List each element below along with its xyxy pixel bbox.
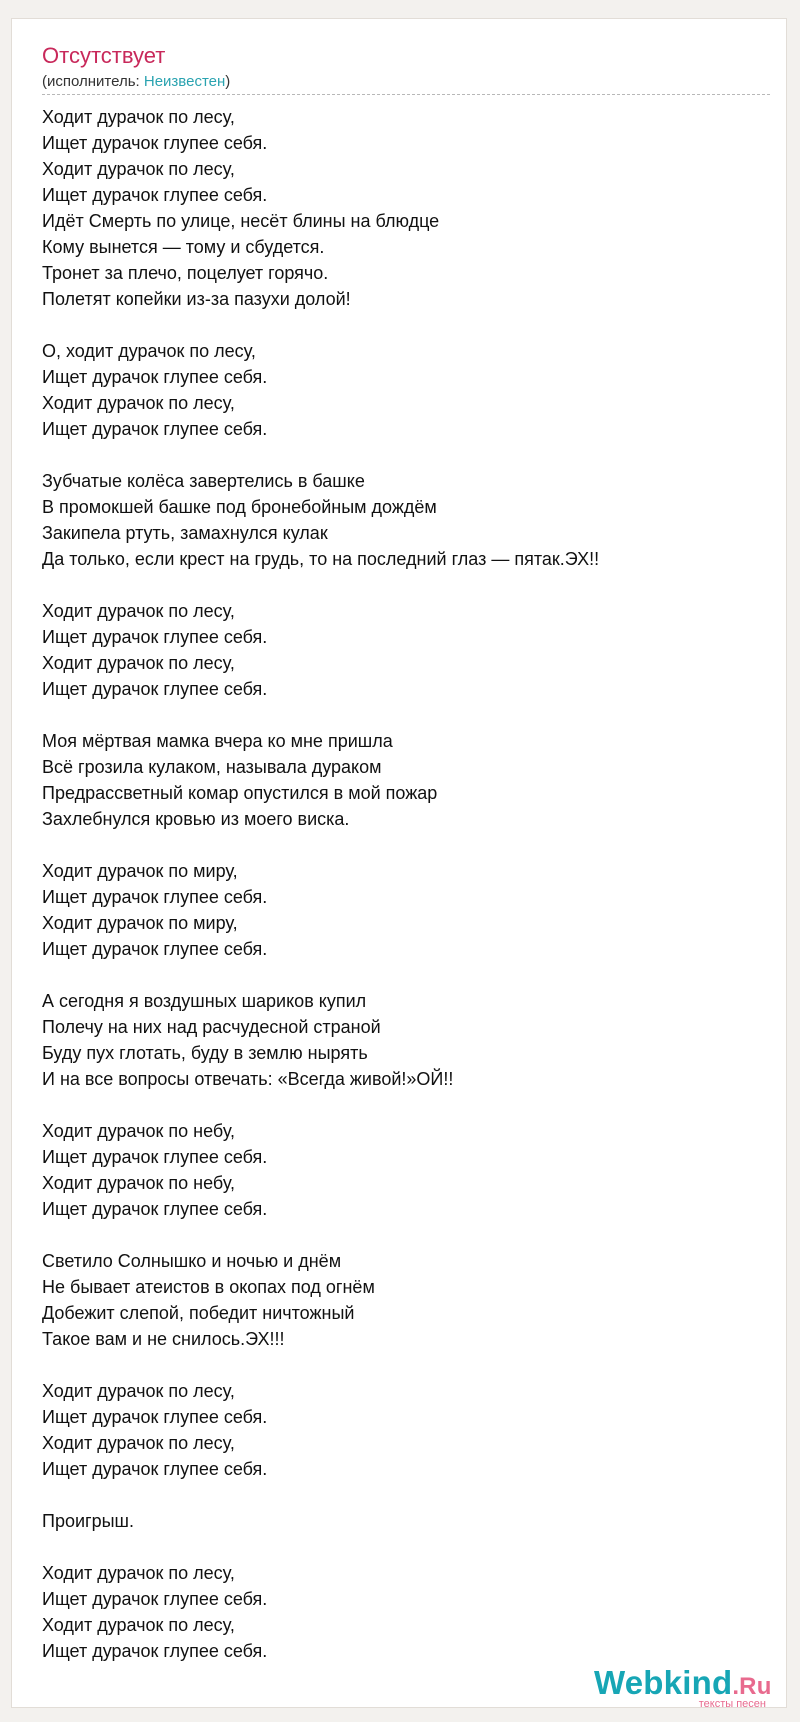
lyrics-line: Да только, если крест на грудь, то на последний глаз — пятак.ЭХ!! bbox=[42, 549, 600, 569]
lyrics-stanza bbox=[42, 1508, 772, 1534]
lyrics-line: Ищет дурачок глупее себя. bbox=[42, 185, 268, 205]
lyrics-card bbox=[11, 18, 787, 1708]
lyrics-line: Ходит дурачок по лесу, bbox=[42, 1381, 235, 1401]
lyrics-line: Ищет дурачок глупее себя. bbox=[42, 1641, 268, 1661]
webkind-logo[interactable] bbox=[594, 1666, 794, 1722]
lyrics-line: Ходит дурачок по лесу, bbox=[42, 1615, 235, 1635]
artist-suffix: ) bbox=[225, 73, 231, 90]
logo-tagline: тексты песен bbox=[698, 1698, 766, 1710]
lyrics-line: Ходит дурачок по небу, bbox=[42, 1121, 236, 1141]
lyrics-line: Ходит дурачок по миру, bbox=[42, 861, 238, 881]
lyrics-line: Ищет дурачок глупее себя. bbox=[42, 887, 268, 907]
lyrics-line: Ищет дурачок глупее себя. bbox=[42, 1407, 268, 1427]
lyrics-line: Ходит дурачок по лесу, bbox=[42, 159, 235, 179]
lyrics-line: Всё грозила кулаком, называла дураком bbox=[42, 757, 382, 777]
lyrics-line: В промокшей башке под бронебойным дождём bbox=[42, 497, 437, 517]
lyrics-stanza bbox=[42, 1560, 772, 1664]
lyrics-line: Ищет дурачок глупее себя. bbox=[42, 1147, 268, 1167]
lyrics-stanza bbox=[42, 988, 772, 1092]
lyrics-line: Ходит дурачок по лесу, bbox=[42, 1563, 235, 1583]
lyrics-line: Моя мёртвая мамка вчера ко мне пришла bbox=[42, 731, 393, 751]
lyrics-body bbox=[42, 104, 772, 1690]
lyrics-line: Буду пух глотать, буду в землю нырять bbox=[42, 1043, 368, 1063]
lyrics-stanza bbox=[42, 104, 772, 312]
lyrics-line: Ищет дурачок глупее себя. bbox=[42, 627, 268, 647]
lyrics-line: Светило Солнышко и ночью и днём bbox=[42, 1251, 342, 1271]
lyrics-stanza bbox=[42, 1378, 772, 1482]
lyrics-line: Такое вам и не снилось.ЭХ!!! bbox=[42, 1329, 285, 1349]
lyrics-line: Кому вынется — тому и сбудется. bbox=[42, 237, 325, 257]
lyrics-stanza bbox=[42, 338, 772, 442]
lyrics-line: Ходит дурачок по небу, bbox=[42, 1173, 236, 1193]
lyrics-line: Предрассветный комар опустился в мой пожар bbox=[42, 783, 438, 803]
lyrics-line: Ищет дурачок глупее себя. bbox=[42, 939, 268, 959]
logo-name: Webkind bbox=[594, 1664, 733, 1701]
lyrics-line: Не бывает атеистов в окопах под огнём bbox=[42, 1277, 375, 1297]
lyrics-line: Проигрыш. bbox=[42, 1511, 134, 1531]
lyrics-line: Ходит дурачок по лесу, bbox=[42, 653, 235, 673]
title-divider bbox=[42, 94, 770, 95]
lyrics-line: Добежит слепой, победит ничтожный bbox=[42, 1303, 355, 1323]
lyrics-stanza bbox=[42, 1118, 772, 1222]
artist-line bbox=[42, 73, 230, 91]
lyrics-line: Захлебнулся кровью из моего виска. bbox=[42, 809, 350, 829]
lyrics-stanza bbox=[42, 728, 772, 832]
lyrics-line: Ищет дурачок глупее себя. bbox=[42, 419, 268, 439]
lyrics-line: И на все вопросы отвечать: «Всегда живой!»ОЙ!! bbox=[42, 1069, 454, 1089]
lyrics-line: Ищет дурачок глупее себя. bbox=[42, 1199, 268, 1219]
lyrics-line: Закипела ртуть, замахнулся кулак bbox=[42, 523, 328, 543]
lyrics-line: Полечу на них над расчудесной страной bbox=[42, 1017, 381, 1037]
lyrics-stanza bbox=[42, 468, 772, 572]
lyrics-line: Идёт Смерть по улице, несёт блины на блюдце bbox=[42, 211, 440, 231]
artist-prefix: (исполнитель: bbox=[42, 73, 144, 90]
lyrics-line: О, ходит дурачок по лесу, bbox=[42, 341, 256, 361]
lyrics-line: Тронет за плечо, поцелует горячо. bbox=[42, 263, 329, 283]
lyrics-line: Ищет дурачок глупее себя. bbox=[42, 679, 268, 699]
lyrics-line: Ищет дурачок глупее себя. bbox=[42, 133, 268, 153]
lyrics-line: Ходит дурачок по лесу, bbox=[42, 393, 235, 413]
lyrics-line: Ходит дурачок по лесу, bbox=[42, 1433, 235, 1453]
logo-wordmark bbox=[594, 1666, 772, 1699]
lyrics-line: Ищет дурачок глупее себя. bbox=[42, 1459, 268, 1479]
lyrics-line: Полетят копейки из-за пазухи долой! bbox=[42, 289, 351, 309]
lyrics-stanza bbox=[42, 598, 772, 702]
lyrics-stanza bbox=[42, 858, 772, 962]
lyrics-line: А сегодня я воздушных шариков купил bbox=[42, 991, 367, 1011]
lyrics-stanza bbox=[42, 1248, 772, 1352]
lyrics-line: Ходит дурачок по лесу, bbox=[42, 601, 235, 621]
lyrics-line: Ищет дурачок глупее себя. bbox=[42, 367, 268, 387]
lyrics-line: Зубчатые колёса завертелись в башке bbox=[42, 471, 365, 491]
lyrics-line: Ищет дурачок глупее себя. bbox=[42, 1589, 268, 1609]
lyrics-line: Ходит дурачок по миру, bbox=[42, 913, 238, 933]
logo-tld: .Ru bbox=[732, 1673, 772, 1700]
lyrics-line: Ходит дурачок по лесу, bbox=[42, 107, 235, 127]
song-title: Отсутствует bbox=[42, 43, 166, 68]
artist-link[interactable]: Неизвестен bbox=[143, 73, 226, 90]
